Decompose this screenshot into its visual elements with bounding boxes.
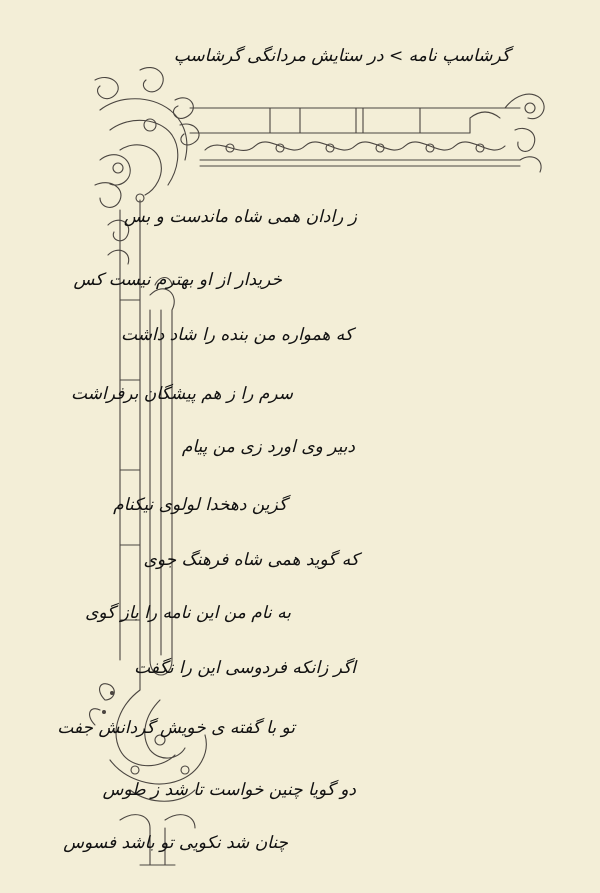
verse-line: ز رادان همی شاه ماندست و بس — [123, 207, 357, 227]
verse-line: اگر زانکه فردوسی این را نگفت — [134, 658, 356, 678]
verse-line: دو گویا چنین خواست تا شد ز طوس — [102, 780, 356, 800]
verse-line: چنان شد نکویی تو باشد فسوس — [63, 833, 288, 853]
verse-line: که گوید همی شاه فرهنگ جوی — [143, 550, 359, 570]
verse-line: گزین دهخدا لولوی نیکنام — [113, 495, 287, 515]
verse-line: که همواره من بنده را شاد داشت — [121, 325, 353, 345]
verse-line: دبیر وی اورد زی من پیام — [181, 437, 355, 457]
verse-line: خریدار از او بهترم نیست کس — [73, 270, 282, 290]
verse-line: سرم را ز هم پیشگان برفراشت — [71, 384, 293, 404]
verse-line: به نام من این نامه را باز گوی — [85, 603, 291, 623]
verse-line: تو با گفته ی خویش گردانش جفت — [57, 718, 295, 738]
page-title: گرشاسپ نامه > در ستایش مردانگی گرشاسپ — [173, 46, 510, 66]
